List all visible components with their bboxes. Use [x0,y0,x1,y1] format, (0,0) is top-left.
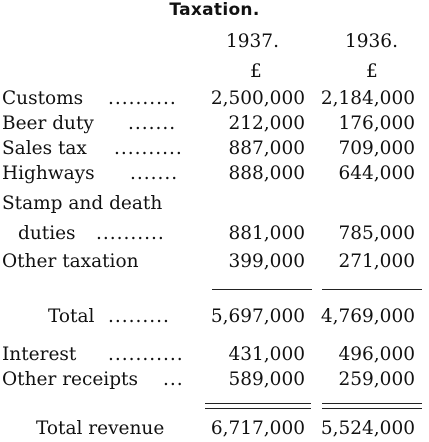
table-row [0,250,429,274]
value-1936: 271,000 [338,251,415,272]
value-1937: 881,000 [228,223,305,244]
row-label: Highways [2,163,95,184]
leader-dots: .......... [114,138,183,159]
value-1937: 212,000 [228,113,305,134]
column-header-1937: 1937. [226,31,279,52]
row-label: Sales tax [2,138,87,159]
row-label: Stamp and death [2,193,163,214]
leader-dots: ....... [130,163,179,184]
table-row [0,162,429,186]
table-row [0,343,429,367]
leader-dots: ........... [108,344,184,365]
row-label: Beer duty [2,113,94,134]
grand-total-value-1936: 5,524,000 [320,418,415,439]
table-row [0,137,429,161]
value-1937: 589,000 [228,369,305,390]
value-1936: 644,000 [338,163,415,184]
table-row [0,368,429,392]
row-label: Other receipts [2,369,138,390]
total-row [0,305,429,329]
grand-total-row [0,417,429,441]
total-value-1937: 5,697,000 [210,306,305,327]
value-1936: 2,184,000 [320,88,415,109]
subtotal-rule-1937 [212,289,312,290]
value-1937: 399,000 [228,251,305,272]
row-label: duties [18,223,76,244]
grand-total-rule-1937 [205,403,311,409]
value-1937: 431,000 [228,344,305,365]
value-1936: 785,000 [338,223,415,244]
leader-dots: .......... [96,223,165,244]
row-label: Interest [2,344,77,365]
table-row [0,112,429,136]
total-label: Total [48,306,95,327]
unit-header-1936: £ [366,61,378,82]
value-1936: 709,000 [338,138,415,159]
unit-header-1937: £ [250,61,262,82]
subtotal-rule-1936 [322,289,422,290]
value-1936: 176,000 [338,113,415,134]
total-value-1936: 4,769,000 [320,306,415,327]
row-label: Other taxation [2,251,139,272]
leader-dots: ......... [108,306,170,327]
table-row [0,222,429,246]
table-title: Taxation. [169,0,260,20]
value-1937: 887,000 [228,138,305,159]
value-1936: 259,000 [338,369,415,390]
leader-dots: .......... [108,88,177,109]
grand-total-rule-1936 [322,403,422,409]
grand-total-value-1937: 6,717,000 [210,418,305,439]
row-label: Customs [2,88,84,109]
table-row [0,192,429,216]
value-1937: 2,500,000 [210,88,305,109]
value-1936: 496,000 [338,344,415,365]
grand-total-label: Total revenue [36,418,165,439]
leader-dots: ....... [128,113,177,134]
leader-dots: ... [163,369,184,390]
column-header-1936: 1936. [345,31,398,52]
value-1937: 888,000 [228,163,305,184]
table-row [0,87,429,111]
